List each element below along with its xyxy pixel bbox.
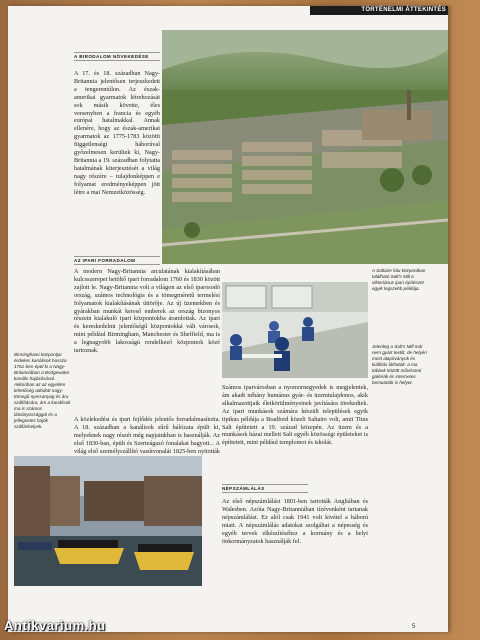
heading-ipari: AZ IPARI FORRADALOM — [74, 256, 160, 265]
caption-saltaire: A Saltaire falu központban található Salt's Mill a viktoriánus ipari építészet egyik legszebb példája. — [372, 268, 426, 291]
text-ipari-1: A modern Nagy-Britannia arculatának kialakításában kulcsszerepet betöltő ipari forradalom 1760 és 1830 között zajlott le. Nagy-Britannia volt a világon az első iparosodó ország, számos technológia és a tömegméretű termelési folyamatok kialakításának úttörője. Az új üzemekben és gyárakban munkát kereső emberek az ország bizonyos részein kialakuló ipari központokba áramlottak. Az ipari és kereskedelmi jelentőségű központokká vált városok, mint például Birmingham, Manchester és Sheffield, ma is a legnagyobb lakosságú rendelkező központok közé tartoznak. — [74, 268, 220, 355]
office-workers-photo — [222, 282, 368, 378]
caption-salts-mill: Jelenleg a Salt's Mill már nem gyárt textilt, de helyén most alapítványok és kiállítás láthatók: a ma többek között művészeti galériák és internetes bemutatók is helyet. — [372, 344, 427, 385]
heading-nepszamlalas: NÉPSZÁMLÁLÁS — [222, 484, 308, 493]
watermark-logo: Antikvarium.hu — [4, 618, 106, 633]
office-photo-art — [222, 282, 368, 378]
text-nepszamlalas: Az első népszámlálást 1801-ben tartották Angliában és Walesben. Azóta Nagy-Britanniában tízévenként tartanak népszámlálást. Ez alól csak 1941 volt kivétel a háború miatt. A népszámlálás adatokat szolgáltat a népesség és egyéb tervek elkészítéséhez a kormány és a helyi önkormányzatok használják fel. — [222, 498, 368, 545]
text-ipari-2: A közlekedési és ipari fejlődés jelentős forradalmasította. A 18. században a kanálisok sűrű hálózata épült ki, melyeknek nagy részét még napjainkban is használják. Az első 1830-ban, épült és Szerteágazó fonalakat hagyott... A világ első személyszállító vasútvonalát 1825-ben nyitották — [74, 416, 220, 455]
caption-birmingham: Birminghami központjai érdekes kanálisok hossza 1761-ben épül ki a Nagy-Britanniában a Bridgewater kanális hajózásával. Akkoriban az az egyetlen lehetőség adódott nagy-tömegű nyersanyag és áru szállítására, ám a kanálisok ma is számos látványossággal és a jellegzetes hajók szálláshelyek. — [14, 352, 71, 429]
aerial-town-photo — [162, 30, 448, 264]
text-ipari-3: Számos iparvárosban a nyomornegyedek is megjelentek, ám akadt néhány humánus gyár- és üzemtulajdonos, akik alkalmazottjaik életkörülményeinek javítására törekedtek. Az ipari munkások számára készült települések egyik tipikus példája a Bradford közeli Saltaire volt, amit Titus Salt építtetett a 19. század közepén. Az üzem és a munkások házai mellett Salt egyéb közösségi épületeket is építtetett, mint például templomot és iskolát. — [222, 384, 368, 447]
heading-birodalom: A BIRODALOM NÖVEKEDÉSE — [74, 52, 160, 61]
aerial-photo-art — [162, 30, 448, 264]
canal-boats-photo — [14, 456, 202, 586]
text-birodalom: A 17. és 18. században Nagy-Britannia jelentősen terjeszkedett a tengerentúlon. Az észak-amerikai gyarmatok létrehozását sok másik követte, éles versenyben a francia és egyéb európai hatalmakkal. Annak ellenére, hogy az észak-amerikai gyarmatok az 1775-1783 közötti függetlenségi háborúval győzelmesen kerültek ki, Nagy-Britannia a 19. században folytatta hatalmának kiterjesztését a világ nagy részére – tulajdonképpen e folyamat eredményeképpen jött létre a mai Nemzetközösség. — [74, 70, 160, 196]
section-header: TÖRTÉNELMI ÁTTEKINTÉS — [361, 7, 446, 13]
page-number: 5 — [412, 624, 416, 630]
canal-photo-art — [14, 456, 202, 586]
